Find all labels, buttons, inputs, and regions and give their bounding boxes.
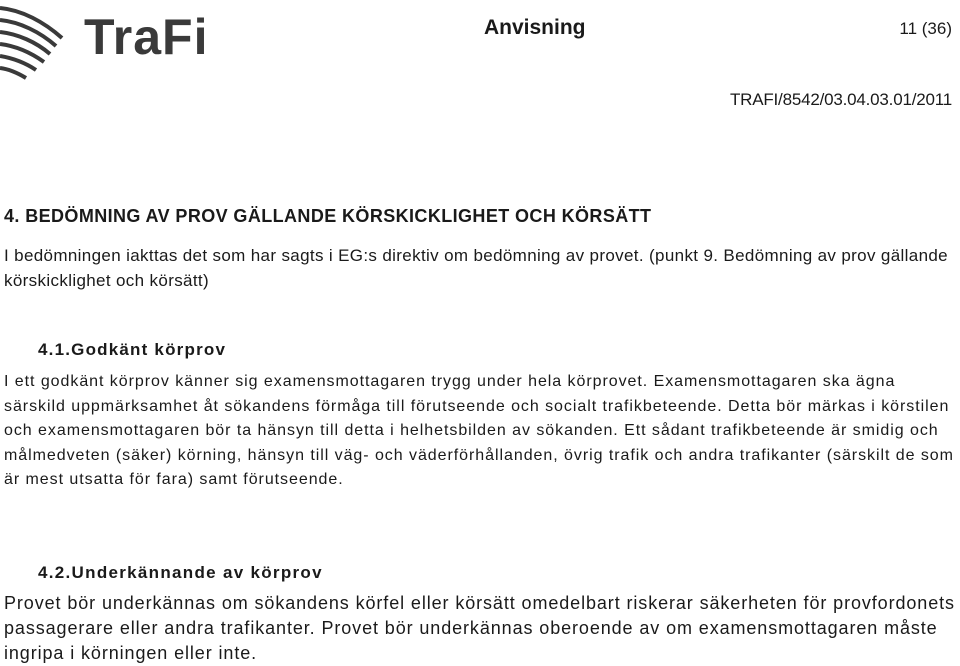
page-number: 11 (36) (899, 19, 952, 38)
logo-wordmark: TraFi (84, 9, 209, 65)
document-type: Anvisning (484, 16, 586, 39)
trafi-logo (0, 2, 230, 80)
subsection-heading-approved: 4.1.Godkänt körprov (38, 340, 227, 359)
subsection-text-approved: I ett godkänt körprov känner sig examensmottagaren trygg under hela körprovet. Examensmottagaren ska ägna särskild uppmärksamhet åt sökandens förmåga till förutseende och socialt trafikbeteende. Detta bör märkas i körstilen och examensmottagaren bör ta hänsyn till detta i helhetsbilden av sökanden. Ett sådant trafikbeteende är smidig och målmedveten (säker) körning, hänsyn till väg- och väderförhållanden, övrig trafik och andra trafikanter (särskilt de som är mest utsatta för fara) samt förutseende. (4, 373, 954, 488)
subsection-text-failed: Provet bör underkännas om sökandens körfel eller körsätt omedelbart riskerar säkerheten för provfordonets passagerare eller andra trafikanter. Provet bör underkännas oberoende av om examensmottagaren måste ingripa i körningen eller inte. (4, 593, 955, 663)
section-intro-text: I bedömningen iakttas det som har sagts i EG:s direktiv om bedömning av provet. (punkt 9. Bedömning av prov gällande körskicklighet och körsätt) (4, 246, 948, 290)
section-heading: 4. BEDÖMNING AV PROV GÄLLANDE KÖRSKICKLIGHET OCH KÖRSÄTT (4, 206, 652, 226)
document-reference: TRAFI/8542/03.04.03.01/2011 (729, 90, 952, 109)
subsection-heading-failed: 4.2.Underkännande av körprov (38, 563, 323, 582)
trafi-logo-icon (0, 2, 90, 80)
